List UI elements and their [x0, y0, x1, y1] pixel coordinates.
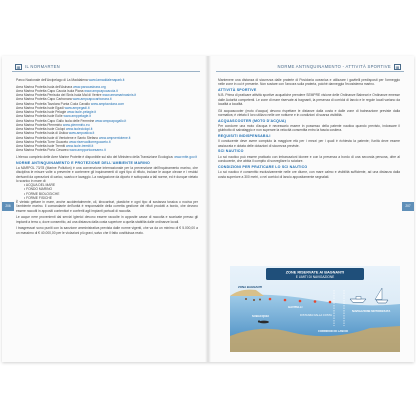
book-spread: [2, 56, 414, 362]
amp-link[interactable]: www.areamarinasinis.it: [102, 93, 137, 98]
intro-text: Parco Nazionale dell'Arcipelago di La Maddalena: [16, 78, 88, 82]
sports-section-title: ATTIVITÀ SPORTIVE: [218, 88, 257, 92]
bullet-text: ACQUA DEL MARE: [25, 183, 56, 188]
infographic-svg: [230, 266, 400, 352]
amp-name: Area Marina Protetta Tavolara Punta Coda Cavallo: [16, 101, 90, 106]
amp-link[interactable]: www.amppelagie.it: [63, 114, 91, 119]
footer-note-text: L'elenco completo delle Aree Marine Protette è disponibile sul sito del Ministero della Transizione Ecologica:: [16, 155, 174, 160]
label-zone: ZONA BAGNANTI: [238, 285, 263, 289]
amp-name: Area Marina Protetta Torre Guaceto: [16, 139, 69, 144]
amp-name: Area Marina Protetta Isole Tremiti: [16, 144, 66, 149]
amp-link[interactable]: www.ampegadi.it: [64, 105, 90, 110]
amp-link[interactable]: www.ampcapocaccia.it: [84, 88, 118, 93]
amp-name: Area Marina Protetta Isola dell'Asinara: [16, 84, 73, 89]
amp-link[interactable]: www.plemmirio.eu: [62, 122, 90, 127]
antipollution-para-2: È vietato gettare in mare, anche accidentalmente, oli, idrocarburi, plastiche e ogni tipo di sostanza tossica o nociva per l'ambiente marino. Il comandante dell'unità è responsabile della corretta gestione dei rifiuti prodotti a bordo, che devono essere raccolti in appositi contenitori e conferiti agli impianti portuali di raccolta.: [16, 200, 198, 213]
amp-link[interactable]: www.ampustica.it: [68, 131, 95, 136]
amp-name: Area Marina Protetta Isola di Ustica: [16, 131, 68, 136]
amp-name: Area Marina Protetta Porto Cesareo: [16, 148, 69, 153]
amp-link[interactable]: www.ampportocesareo.it: [69, 148, 106, 153]
amp-link[interactable]: www.ampcapocarbonara.it: [72, 97, 112, 102]
waterski-conditions-subtitle: CONDIZIONI PER PRATICARE LO SCI NAUTICO: [218, 164, 308, 169]
waterski-subtitle: SCI NAUTICO: [218, 149, 244, 154]
right-body: [218, 78, 400, 179]
amp-name: Area Marina Protetta Capo Carbonara: [16, 97, 72, 102]
antipollution-section-title: NORME ANTINQUINAMENTO E PROTEZIONE DELL'AMBIENTE MARINO: [16, 160, 151, 165]
coastal-zones-infographic: [230, 266, 400, 352]
amp-list: [16, 85, 198, 153]
amp-name: Area Marina Protetta Capo Caccia Isola Piana: [16, 88, 84, 93]
label-channel: CORRIDOIO DI LANCIO: [318, 330, 349, 333]
antipollution-para-4: I trasgressori sono puniti con la sanzione amministrativa prevista dalle norme vigenti, che va da un minimo di € 5.000,00 a un massimo di € 40.000,00 per le violazioni più gravi, salvo che il fatto costituisca reato.: [16, 226, 198, 235]
amp-name: Area Marina Protetta Isole Pelagie: [16, 110, 67, 115]
left-page-number: 206: [2, 202, 14, 211]
footer-note-link[interactable]: www.mite.gov.it: [174, 155, 197, 160]
requirements-para: Il conducente deve avere compiuto la maggiore età per i mezzi per i quali è richiesta la patente; l'unità deve essere assicurata e dotata delle dotazioni di sicurezza previste.: [218, 139, 400, 148]
amp-link[interactable]: www.parcoasinara.org: [73, 84, 106, 89]
posidonia-para: Mantenere una distanza di sicurezza dalle praterie di Posidonia oceanica e utilizzare i gavitelli predisposti per l'ormeggio nelle zone in cui è presente. Non sostare con l'ancora sulla prateria, poiché danneggia l'ecosistema marino.: [218, 78, 400, 87]
right-page: [208, 56, 414, 362]
amp-link[interactable]: www.ampventotene.it: [99, 135, 131, 140]
left-body: [16, 78, 198, 235]
jetski-subtitle: ACQUASCOOTER (MOTO D'ACQUA): [218, 118, 287, 123]
label-buoy: GAVITELLI: [288, 305, 303, 309]
sports-note: N.B. Prima di praticare attività sportive acquatiche prendere SEMPRE visione delle Ordinanze Balneari e Ordinanze emesse dalle Autorità competenti. Le zone di mare riservate ai bagnanti, la presenza di corridoi di lancio e le regole locali variano da località a località.: [218, 93, 400, 106]
amp-link[interactable]: www.ampcapogallo.it: [95, 118, 127, 123]
book-icon: ▦: [16, 64, 21, 70]
infographic-subtitle: E LIMITI DI NAVIGAZIONE: [295, 274, 335, 279]
amp-name: Area Marina Protetta Plemmirio: [16, 122, 62, 127]
antipollution-para-3: Le acque nere provenienti dai servizi igienici devono essere raccolte in apposite casse di raccolta e scaricate presso gli impianti a terra o, dove consentito, ad una distanza dalla costa superiore a quella stabilita dalle ordinanze locali.: [16, 215, 198, 224]
left-header-title: IL NORMARTEN: [25, 64, 61, 69]
footer-note: [16, 155, 198, 159]
book-icon: ▦: [395, 64, 400, 70]
bullet-text: FORME FISICHE: [26, 195, 52, 200]
book-gutter: [205, 56, 211, 362]
left-page-header: [12, 62, 200, 72]
pollution-bullet-list: [16, 183, 198, 200]
amp-link[interactable]: www.amptavolara.com: [90, 101, 125, 106]
infographic-title: ZONE RISERVATE AI BAGNANTI: [285, 270, 345, 275]
amp-name: Area Marina Protetta Capo Gallo Isola delle Femmine: [16, 118, 95, 123]
amp-link[interactable]: www.isoleciclopi.it: [66, 127, 93, 132]
sports-para: Gli acquascooter (moto d'acqua) devono rispettare le distanze dalla costa e dalle zone di balneazione previste dalla normativa; è vietato il loro utilizzo nelle ore notturne e in condizioni di scarsa visibilità.: [218, 108, 400, 117]
label-diving: SUBACQUEI: [252, 314, 269, 318]
amp-name: Area Marina Protetta Isole Ciclopi: [16, 127, 66, 132]
label-vessels: NAVIGAZIONE MOTORIZZATA: [352, 310, 391, 313]
bullet-text: FONDO MARINO: [26, 187, 53, 192]
right-page-header: [216, 62, 404, 72]
right-header-title: NORME ANTINQUINAMENTO - ATTIVITÀ SPORTIVE: [277, 64, 391, 69]
intro-link[interactable]: www.lamaddalenapark.it: [88, 78, 125, 82]
label-distance: DISTANZA DALLA COSTA: [300, 314, 332, 317]
amp-link[interactable]: www.isole-tremiti.it: [66, 144, 94, 149]
amp-name: Area Marina Protetta Penisola del Sinis Isola Mal di Ventre: [16, 93, 102, 98]
amp-link[interactable]: www.isole-pelagie.it: [67, 110, 97, 115]
amp-name: Area Marina Protetta Isole di Ventotene e Santo Stefano: [16, 135, 99, 140]
waterski-para: Lo sci nautico può essere praticato con imbarcazioni idonee e con la presenza a bordo di una seconda persona, oltre al conducente, che abbia il compito di sorvegliare lo sciatore.: [218, 154, 400, 164]
left-page: [2, 56, 208, 362]
amp-link[interactable]: www.riservaditorreguaceto.it: [69, 139, 111, 144]
bullet-dot: •: [24, 187, 27, 192]
bullet-dot: •: [24, 183, 26, 188]
amp-name: Area Marina Protetta Isole Eolie: [16, 114, 63, 119]
requirements-subtitle: REQUISITI INDISPENSABILI: [218, 134, 271, 139]
amp-name: Area Marina Protetta Isole Egadi: [16, 105, 64, 110]
bullet-dot: •: [24, 191, 27, 196]
bullet-dot: •: [24, 195, 27, 200]
right-page-number: 207: [402, 202, 414, 211]
waterski-conditions-para: Lo sci nautico è consentito esclusivamente nelle ore diurne, con mare calmo e visibilità sufficiente, ad una distanza dalla costa superiore a 300 metri, o nei corridoi di lancio appositamente segnalati.: [218, 170, 400, 179]
antipollution-para-1: La MARPOL 73/78 (Marine Pollution) è una convenzione internazionale per la prevenzione dell'inquinamento marino, che disciplina le misure volte a prevenire e contenere gli inquinamenti di ogni tipo di rifiuto, incluse le acque oleose e i residui derivanti da operazioni di carico, scarico e lavaggio. La navigazione da diporto è sottoposta a tali norme, ed è dunque vietato lo scarico in mare di:: [16, 166, 198, 183]
jetski-para: Per condurre una moto d'acqua è necessario essere in possesso della patente nautica quando previsto, indossare il giubbotto di salvataggio e non superare la velocità consentita entro la fascia costiera.: [218, 124, 400, 133]
bullet-text: FORME BIOLOGICHE: [26, 191, 60, 196]
